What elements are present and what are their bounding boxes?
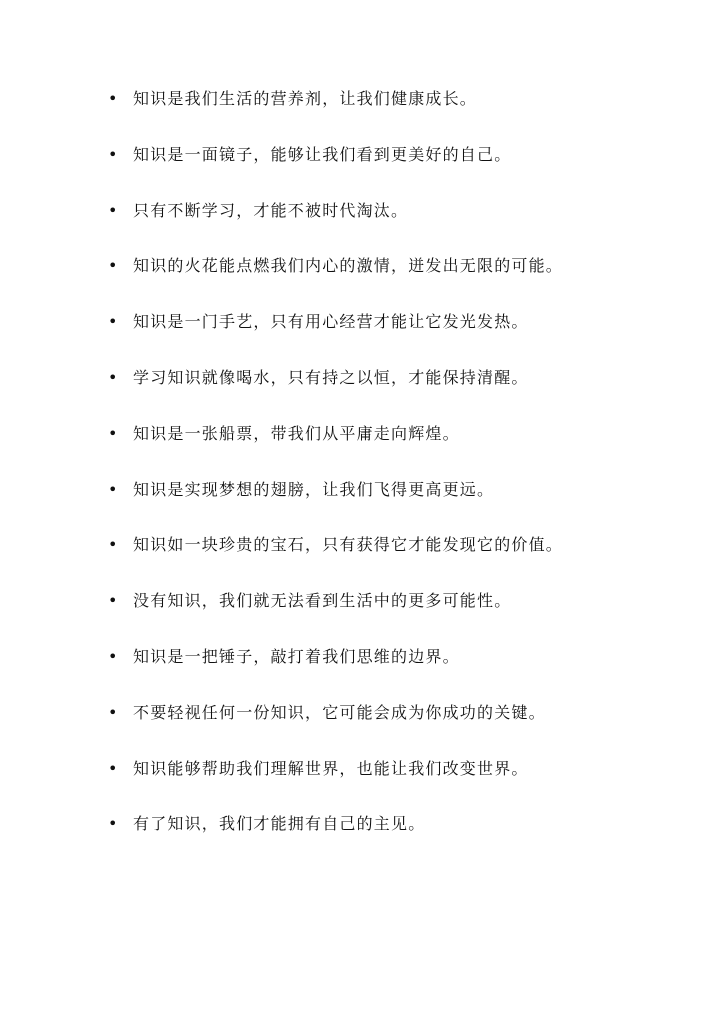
bullet-icon: • xyxy=(108,256,118,276)
list-item-text: 知识是一门手艺，只有用心经营才能让它发光发热。 xyxy=(133,312,529,332)
list-item xyxy=(108,251,688,307)
list-item xyxy=(108,140,688,196)
bullet-icon: • xyxy=(108,479,118,499)
bullet-icon: • xyxy=(108,200,118,220)
bullet-icon: • xyxy=(108,591,118,611)
list-item-text: 有了知识，我们才能拥有自己的主见。 xyxy=(133,814,426,834)
list-item xyxy=(108,307,688,363)
list-item-text: 知识是一张船票，带我们从平庸走向辉煌。 xyxy=(133,423,460,443)
list-item-text: 学习知识就像喝水，只有持之以恒，才能保持清醒。 xyxy=(133,367,529,387)
bullet-icon: • xyxy=(108,367,118,387)
list-item xyxy=(108,84,688,140)
list-item xyxy=(108,809,688,865)
bullet-icon: • xyxy=(108,312,118,332)
list-item-text: 只有不断学习，才能不被时代淘汰。 xyxy=(133,200,409,220)
list-item xyxy=(108,196,688,252)
bullet-icon: • xyxy=(108,758,118,778)
list-item-text: 知识的火花能点燃我们内心的激情，迸发出无限的可能。 xyxy=(133,256,564,276)
bullet-icon: • xyxy=(108,814,118,834)
bullet-icon: • xyxy=(108,89,118,108)
list-item-text: 知识是一面镜子，能够让我们看到更美好的自己。 xyxy=(133,144,512,164)
bullet-icon: • xyxy=(108,423,118,443)
list-item xyxy=(108,419,688,475)
bullet-icon: • xyxy=(108,646,118,666)
list-item-text: 知识是一把锤子，敲打着我们思维的边界。 xyxy=(133,646,460,666)
list-item-text: 知识如一块珍贵的宝石，只有获得它才能发现它的价值。 xyxy=(133,535,564,555)
list-item xyxy=(108,475,688,531)
bullet-icon: • xyxy=(108,702,118,722)
quote-list xyxy=(108,84,688,865)
list-item-text: 知识是实现梦想的翅膀，让我们飞得更高更远。 xyxy=(133,479,495,499)
list-item-text: 知识是我们生活的营养剂，让我们健康成长。 xyxy=(133,89,478,108)
bullet-icon: • xyxy=(108,535,118,555)
list-item xyxy=(108,642,688,698)
list-item xyxy=(108,363,688,419)
list-item xyxy=(108,698,688,754)
list-item-text: 知识能够帮助我们理解世界，也能让我们改变世界。 xyxy=(133,758,529,778)
bullet-icon: • xyxy=(108,144,118,164)
list-item-text: 不要轻视任何一份知识，它可能会成为你成功的关键。 xyxy=(133,702,546,722)
list-item xyxy=(108,754,688,810)
list-item xyxy=(108,530,688,586)
list-item xyxy=(108,586,688,642)
list-item-text: 没有知识，我们就无法看到生活中的更多可能性。 xyxy=(133,591,512,611)
